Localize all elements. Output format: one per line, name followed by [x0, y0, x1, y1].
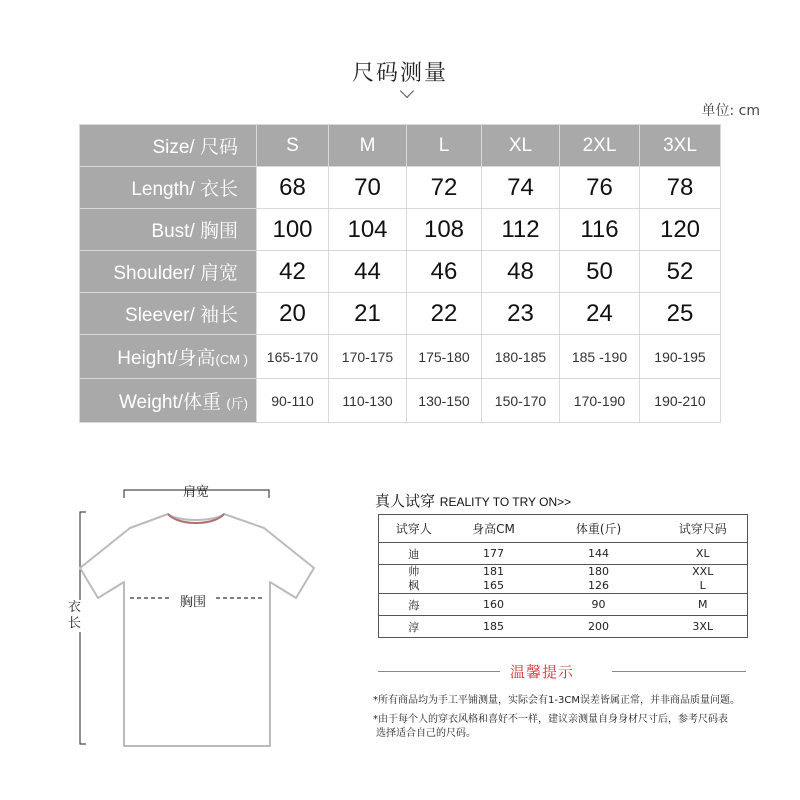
unit-label: 单位: cm: [701, 103, 760, 119]
cell: 78: [640, 167, 721, 209]
weight-unit: (斤): [226, 396, 248, 411]
tips-divider-right: [612, 671, 746, 672]
tryon-cell: 181: [483, 565, 504, 578]
size-col-header: XL: [482, 125, 560, 167]
weight-label: Weight/体重: [118, 392, 222, 413]
shoulder-label: 肩宽: [183, 485, 210, 500]
row-label: Bust/ 胸围: [80, 209, 257, 251]
cell: 120: [640, 209, 721, 251]
table-row: [80, 379, 721, 423]
table-row: [80, 335, 721, 379]
height-unit: (CM ): [215, 352, 248, 367]
cell: 50: [560, 251, 640, 293]
cell: 170-175: [329, 335, 407, 379]
tryon-cell: 迪: [379, 543, 449, 565]
tryon-cell: 177: [449, 543, 539, 565]
table-row: [80, 293, 721, 335]
cell: 72: [407, 167, 482, 209]
cell: 74: [482, 167, 560, 209]
cell: 25: [640, 293, 721, 335]
page-title: 尺码测量: [351, 61, 448, 86]
size-col-header: M: [329, 125, 407, 167]
tryon-cell: 165: [449, 579, 539, 594]
size-col-header: 3XL: [640, 125, 721, 167]
tryon-table: [378, 514, 748, 638]
tryon-title: [375, 490, 571, 511]
cell: 22: [407, 293, 482, 335]
tryon-cell: 180: [588, 565, 609, 578]
size-header-label: Size/ 尺码: [80, 125, 257, 167]
table-row: [80, 167, 721, 209]
height-label: Height/身高: [117, 348, 216, 369]
tryon-title-cn: 真人试穿: [375, 492, 436, 510]
tryon-cell: 126: [539, 579, 659, 594]
tshirt-diagram: [64, 472, 344, 752]
tips-title: 温馨提示: [510, 663, 575, 681]
size-col-header: L: [407, 125, 482, 167]
tryon-cell: 160: [449, 594, 539, 616]
cell: 180-185: [482, 335, 560, 379]
cell: 110-130: [329, 379, 407, 423]
cell: 76: [560, 167, 640, 209]
cell: 24: [560, 293, 640, 335]
tryon-header-row: [379, 515, 748, 543]
cell: 112: [482, 209, 560, 251]
tryon-row: [379, 565, 748, 580]
tryon-cell: 枫: [379, 579, 449, 594]
tryon-header-cell: 试穿尺码: [659, 515, 748, 543]
cell: 42: [257, 251, 329, 293]
cell: 23: [482, 293, 560, 335]
cell: 175-180: [407, 335, 482, 379]
cell: 52: [640, 251, 721, 293]
cell: 44: [329, 251, 407, 293]
cell: 100: [257, 209, 329, 251]
tshirt-outline: [80, 514, 314, 746]
row-label: Sleever/ 袖长: [80, 293, 257, 335]
tryon-cell: XL: [659, 543, 748, 565]
tryon-cell: 帅: [408, 565, 420, 578]
cell: 104: [329, 209, 407, 251]
tryon-cell: M: [659, 594, 748, 616]
tryon-cell: 90: [539, 594, 659, 616]
cell: 108: [407, 209, 482, 251]
cell: 165-170: [257, 335, 329, 379]
size-col-header: S: [257, 125, 329, 167]
table-row: [80, 209, 721, 251]
tryon-row: [379, 616, 748, 638]
table-row: [80, 251, 721, 293]
tryon-row: [379, 579, 748, 594]
cell: 70: [329, 167, 407, 209]
cell: 185 -190: [560, 335, 640, 379]
tryon-header-cell: 体重(斤): [539, 515, 659, 543]
tryon-cell: 淳: [379, 616, 449, 638]
tips-note-2a: *由于每个人的穿衣风格和喜好不一样，建议亲测量自身身材尺寸后，参考尺码表: [373, 714, 728, 725]
cell: 150-170: [482, 379, 560, 423]
tryon-row: [379, 543, 748, 565]
cell: 21: [329, 293, 407, 335]
tryon-cell: L: [659, 579, 748, 594]
tryon-cell: 3XL: [659, 616, 748, 638]
tryon-cell: 海: [379, 594, 449, 616]
tryon-row: [379, 594, 748, 616]
tryon-cell: 144: [539, 543, 659, 565]
chest-label: 胸围: [180, 595, 207, 610]
row-label: [80, 379, 257, 423]
cell: 90-110: [257, 379, 329, 423]
tryon-subtitle: REALITY TO TRY ON>>: [439, 495, 572, 509]
tips-note-2b: 选择适合自己的尺码。: [376, 728, 476, 739]
size-col-header: 2XL: [560, 125, 640, 167]
cell: 46: [407, 251, 482, 293]
cell: 116: [560, 209, 640, 251]
length-label: 衣长: [68, 600, 82, 631]
cell: 68: [257, 167, 329, 209]
tryon-cell: 200: [539, 616, 659, 638]
size-chart-table: [79, 124, 721, 423]
cell: 190-210: [640, 379, 721, 423]
cell: 170-190: [560, 379, 640, 423]
tips-divider-left: [378, 671, 500, 672]
tryon-cell: 185: [449, 616, 539, 638]
cell: 20: [257, 293, 329, 335]
tips-note-1: *所有商品均为手工平铺测量，实际会有1-3CM误差皆属正常，并非商品质量问题。: [373, 695, 740, 706]
row-label: [80, 335, 257, 379]
cell: 130-150: [407, 379, 482, 423]
cell: 190-195: [640, 335, 721, 379]
row-label: Length/ 衣长: [80, 167, 257, 209]
tryon-header-cell: 试穿人: [379, 515, 449, 543]
tryon-cell: XXL: [692, 565, 714, 578]
tryon-header-cell: 身高CM: [449, 515, 539, 543]
cell: 48: [482, 251, 560, 293]
table-header-row: [80, 125, 721, 167]
row-label: Shoulder/ 肩宽: [80, 251, 257, 293]
